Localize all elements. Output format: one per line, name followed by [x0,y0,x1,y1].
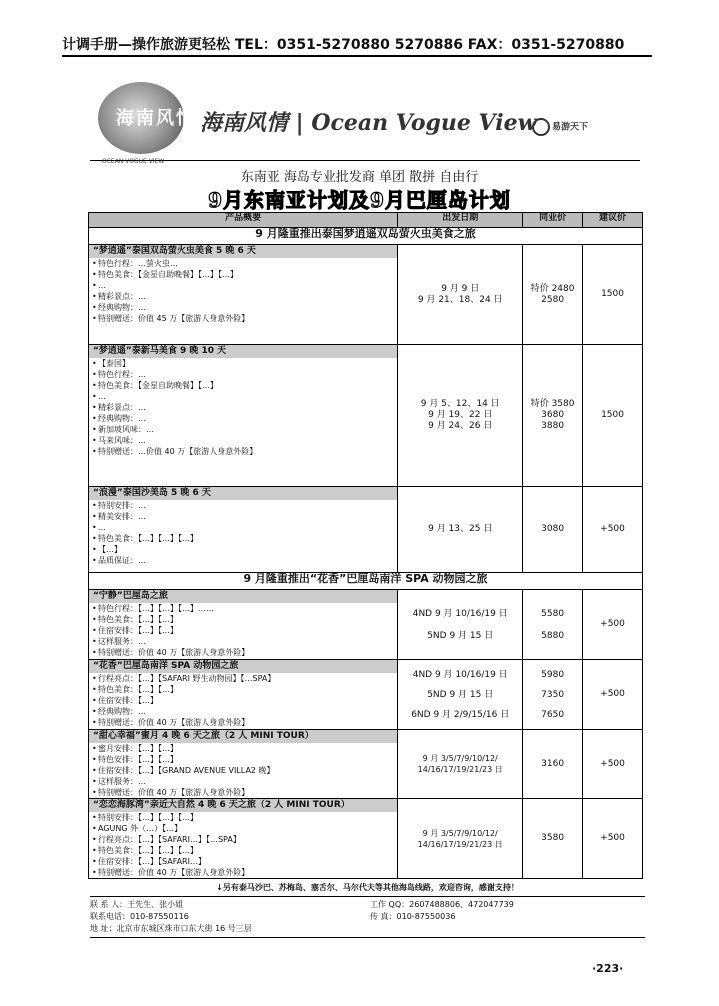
package-line: • 特别安排：… [92,500,394,511]
package-price: 3580 [523,799,583,879]
package-dates: 4ND 9 月 10/16/19 日 5ND 9 月 15 日 6ND 9 月 2/9/15/16 日 [398,660,523,730]
package-line: • 特别赠送：价值 40 万【旅游人身意外险】 [92,647,394,658]
page-number: ·223· [592,962,624,975]
package-title: “花香”巴厘岛南洋 SPA 动物园之旅 [89,660,397,673]
package-title: “甜心幸福”蜜月 4 晚 6 天之旅（2 人 MINI TOUR） [89,730,397,743]
table-header-row [89,213,643,228]
header-divider [90,160,640,161]
package-line: • 特别赠送：价值 40 万【旅游人身意外险】 [92,787,394,798]
package-line: • 品质保证：… [92,555,394,566]
package-line: • 特别赠送：价值 40 万【旅游人身意外险】 [92,867,394,878]
package-line: • 特色美食：【…】【…】 [92,684,394,695]
package-line: • AGUNG 外（…）【…】 [92,823,394,834]
footer-note: ↓另有泰马沙巴、苏梅岛、塞舌尔、马尔代夫等其他海岛线路，欢迎咨询，感谢支持！ [216,883,519,892]
package-suggest: +500 [583,660,643,730]
package-line: • … [92,391,394,402]
package-line: • 特色行程：… [92,369,394,380]
package-line: • 住宿安排：【…】【SAFARI…】 [92,856,394,867]
itinerary-table [88,212,643,879]
contact-phone: 联系电话：010-87550116 [90,912,189,921]
package-dates: 9 月 5、12、14 日 9 月 19、22 日 9 月 24、26 日 [398,345,523,487]
package-line: • 新加坡风味：… [92,424,394,435]
package-title: “宁静”巴厘岛之旅 [89,590,397,603]
package-suggest: +500 [583,799,643,879]
logo-subtitle: OCEAN VOGUE VIEW [102,158,165,165]
package-line: • 特别安排：【…】【…】【…】 [92,812,394,823]
package-line: • 特色美食：【…】【…】 [92,614,394,625]
section-bali [89,573,643,590]
package-summary [89,487,398,573]
package-line: • 经典购物：… [92,302,394,313]
headline: 9月东南亚计划及9月巴厘岛计划 [208,188,511,212]
package-line: • 经典购物：… [92,413,394,424]
partner-icon [532,118,550,136]
package-summary [89,345,398,487]
package-suggest: 1500 [583,345,643,487]
footer-divider [90,896,645,897]
package-summary [89,590,398,660]
table-row [89,660,643,730]
package-line: • 特别赠送：…价值 40 万【旅游人身意外险】 [92,446,394,457]
footer-divider [90,937,645,938]
package-line: • 蜜月安排：【…】【…】 [92,743,394,754]
package-summary [89,660,398,730]
package-suggest: +500 [583,487,643,573]
header-trade-price: 同业价 [523,213,583,228]
package-dates: 4ND 9 月 10/16/19 日 5ND 9 月 15 日 [398,590,523,660]
table-row [89,799,643,879]
package-line: • 特色安排：【…】【…】 [92,754,394,765]
section-title: 9 月隆重推出泰国梦逍遥双岛萤火虫美食之旅 [89,228,643,245]
table-row [89,590,643,660]
package-price: 5580 5880 [523,590,583,660]
package-line: • 住宿安排：【…】【…】 [92,625,394,636]
package-line: • 特别赠送：价值 45 万【旅游人身意外险】 [92,313,394,324]
package-price: 5980 7350 7650 [523,660,583,730]
topbar-contact: 计调手册—操作旅游更轻松 TEL：0351-5270880 5270886 FAX：0351-5270880 [62,37,625,53]
package-line: • … [92,280,394,291]
footer-row [90,911,645,923]
package-dates: 9 月 13、25 日 [398,487,523,573]
package-line: • 特色美食：【…】【…】【…】 [92,533,394,544]
package-line: • 【泰国】 [92,358,394,369]
package-dates: 9 月 3/5/7/9/10/12/ 14/16/17/19/21/23 日 [398,730,523,799]
package-line: • 特色行程：…萤火虫… [92,258,394,269]
header-date: 出发日期 [398,213,523,228]
table-row [89,487,643,573]
package-line: • 特色美食：【…】【…】【…】 [92,845,394,856]
package-line: • 马来风味：… [92,435,394,446]
header-suggest-price: 建议价 [583,213,643,228]
package-line: • 住宿安排：【…】【GRAND AVENUE VILLA2 晚】 [92,765,394,776]
table-row [89,730,643,799]
package-dates: 9 月 3/5/7/9/10/12/ 14/16/17/19/21/23 日 [398,799,523,879]
contact-address: 地 址：北京市东城区珠市口东大街 16 号三层 [90,924,252,933]
package-price: 3080 [523,487,583,573]
package-line: • 精彩景点：… [92,402,394,413]
contact-fax: 传 真：010-87550036 [370,912,456,921]
package-dates: 9 月 9 日 9 月 21、18、24 日 [398,245,523,345]
topbar-divider [62,55,652,57]
logo-text: 海南风情 [116,108,196,129]
package-line: • 住宿安排：【…】 [92,695,394,706]
partner-logo [530,118,588,136]
package-title: “梦逍遥”泰新马美食 9 晚 10 天 [89,345,397,358]
package-line: • … [92,522,394,533]
work-qq: 工作 QQ：2607488806、472047739 [370,900,514,909]
package-line: • 特别赠送：价值 40 万【旅游人身意外险】 [92,717,394,728]
package-title: “浪漫”泰国沙美岛 5 晚 6 天 [89,487,397,500]
contact-person: 联 系 人：王先生、张小姐 [90,900,184,909]
package-summary [89,799,398,879]
brand-header [80,78,650,168]
contact-footer [90,882,645,940]
brand-title: 海南风情 | Ocean Vogue View [200,110,537,136]
package-line: • 精美安排：… [92,511,394,522]
package-price: 特价 3580 3680 3880 [523,345,583,487]
package-summary [89,730,398,799]
table-row [89,245,643,345]
package-suggest: 1500 [583,245,643,345]
header-summary: 产品概要 [89,213,398,228]
section-title: 9 月隆重推出“花香”巴厘岛南洋 SPA 动物园之旅 [89,573,643,590]
footer-row [90,899,645,911]
package-line: • 精彩景点：… [92,291,394,302]
package-title: “梦逍遥”泰国双岛萤火虫美食 5 晚 6 天 [89,245,397,258]
package-title: “恋恋海豚湾”亲近大自然 4 晚 6 天之旅（2 人 MINI TOUR） [89,799,397,812]
package-line: • 这样服务：… [92,636,394,647]
tagline: 东南亚 海岛专业批发商 单团 散拼 自由行 [240,170,479,185]
package-line: • 经典购物：… [92,706,394,717]
package-summary [89,245,398,345]
package-suggest: +500 [583,730,643,799]
package-line: • 特色美食：【金星自助晚餐】【…】【…】 [92,269,394,280]
package-suggest: +500 [583,590,643,660]
package-line: • 【…】 [92,544,394,555]
section-thailand [89,228,643,245]
table-row [89,345,643,487]
package-line: • 行程亮点：【…】【SAFARI…】【…SPA】 [92,834,394,845]
package-line: • 特色行程：【…】【…】【…】…… [92,603,394,614]
package-price: 3160 [523,730,583,799]
footer-row [90,923,645,935]
package-line: • 这样服务：… [92,776,394,787]
package-price: 特价 2480 2580 [523,245,583,345]
package-line: • 特色美食：【金星自助晚餐】【…】 [92,380,394,391]
package-line: • 行程亮点：【…】【SAFARI 野生动物园】【…SPA】 [92,673,394,684]
partner-name: 易游天下 [552,122,589,133]
